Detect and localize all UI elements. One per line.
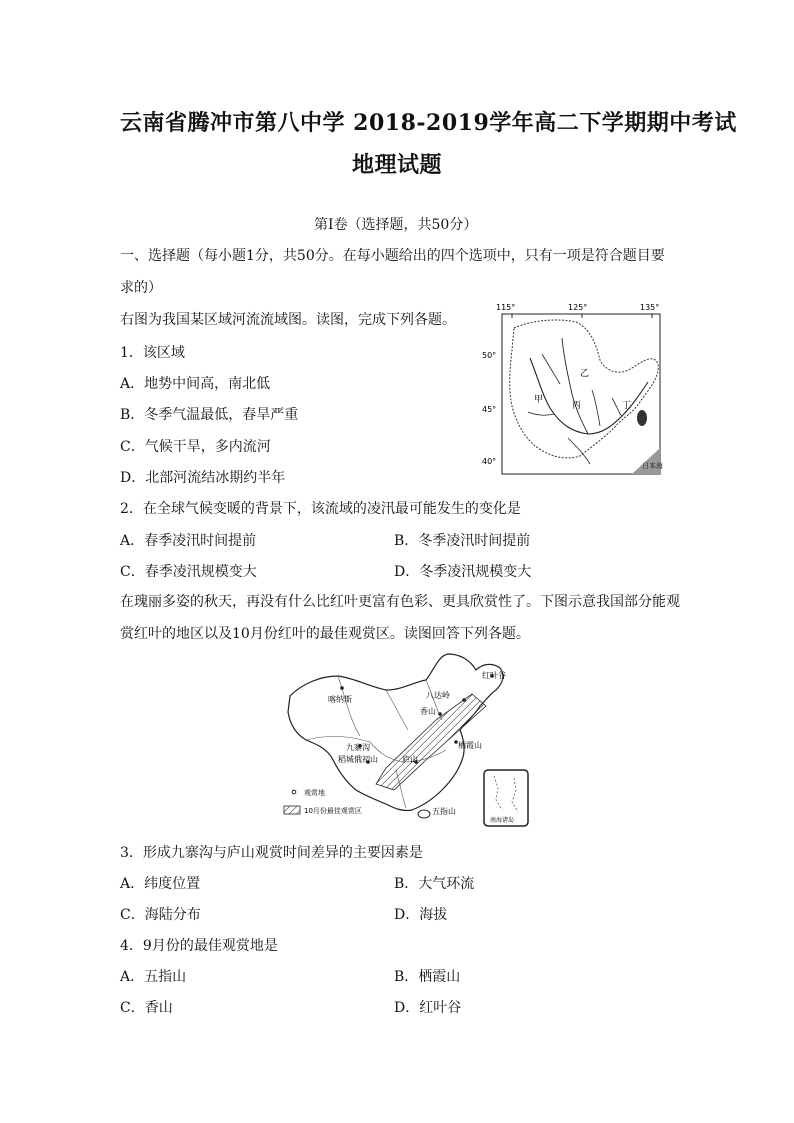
instruction-line2: 求的）	[120, 280, 162, 296]
inset-label: 南海诸岛	[490, 817, 515, 824]
legend-point-icon	[292, 790, 296, 794]
q3-option-b[interactable]: B．大气环流	[394, 876, 475, 892]
place-label-kanas: 喀纳斯	[328, 695, 352, 704]
place-label-hongyegu: 红叶谷	[482, 671, 506, 680]
point-label-ding: 丁	[622, 401, 632, 411]
q2-stem: 2．在全球气候变暖的背景下，该流域的凌汛最可能发生的变化是	[120, 501, 521, 517]
q4-stem: 4．9月份的最佳观赏地是	[120, 938, 278, 954]
sea-area	[632, 448, 660, 474]
china-red-leaves-map	[276, 650, 532, 828]
q2-option-b[interactable]: B．冬季凌汛时间提前	[394, 533, 531, 549]
q3-option-d[interactable]: D．海拔	[394, 907, 448, 923]
q1-stem: 1．该区域	[120, 345, 185, 361]
q1-option-c[interactable]: C．气候干旱，多内流河	[120, 439, 271, 455]
q1-option-b[interactable]: B．冬季气温最低，春旱严重	[120, 407, 299, 423]
place-label-badaling: 八达岭	[426, 691, 450, 700]
lon-label-135: 135°	[640, 303, 660, 312]
lake	[637, 410, 647, 426]
river-basin-map	[472, 298, 670, 488]
group1-intro: 右图为我国某区域河流流域图。读图，完成下列各题。	[120, 312, 456, 328]
tributary-river	[612, 398, 622, 416]
q2-option-d[interactable]: D．冬季凌汛规模变大	[394, 564, 532, 580]
lon-label-125: 125°	[568, 303, 588, 312]
point-label-jia: 甲	[534, 395, 544, 405]
q1-option-a[interactable]: A．地势中间高，南北低	[120, 376, 271, 392]
place-label-qixiashan: 栖霞山	[458, 741, 482, 750]
lat-label-40: 40°	[482, 457, 497, 466]
tributary-river	[592, 390, 600, 426]
q3-option-a[interactable]: A．纬度位置	[120, 876, 201, 892]
q3-stem: 3．形成九寨沟与庐山观赏时间差异的主要因素是	[120, 845, 423, 861]
sea-label: 日本海	[642, 462, 663, 470]
tributary-river	[562, 338, 588, 434]
document-title-line1: 云南省腾冲市第八中学 2018-2019学年高二下学期期中考试	[120, 110, 737, 136]
map-frame	[502, 314, 660, 474]
place-label-jiuzhaigou: 九寨沟	[346, 743, 370, 752]
province-border	[386, 690, 408, 730]
legend-area-label: 10月份最佳观赏区	[304, 807, 362, 815]
legend-area-icon	[284, 806, 300, 814]
q2-option-a[interactable]: A．春季凌汛时间提前	[120, 533, 257, 549]
q4-option-b[interactable]: B．栖霞山	[394, 969, 461, 985]
tributary-river	[528, 412, 554, 415]
place-label-daocheng: 稻城俄初山	[338, 755, 378, 764]
point-label-yi: 乙	[580, 369, 590, 379]
group2-intro-line2: 赏红叶的地区以及10月份红叶的最佳观赏区。读图回答下列各题。	[120, 626, 530, 642]
south-sea-inset-boundary	[494, 776, 518, 812]
q4-option-d[interactable]: D．红叶谷	[394, 1000, 462, 1016]
lat-label-45: 45°	[482, 405, 497, 414]
tributary-river	[568, 438, 590, 464]
site-marker	[340, 686, 344, 690]
place-label-lushan: 庐山	[402, 755, 418, 764]
place-label-xiangshan: 香山	[420, 707, 436, 716]
q4-option-c[interactable]: C．香山	[120, 1000, 173, 1016]
q4-option-a[interactable]: A．五指山	[120, 969, 187, 985]
document-title-line2: 地理试题	[352, 152, 443, 178]
hainan-island	[418, 810, 430, 818]
site-marker	[462, 698, 466, 702]
site-marker	[438, 712, 442, 716]
legend-point-label: 观赏地	[304, 789, 325, 797]
q3-option-c[interactable]: C．海陆分布	[120, 907, 201, 923]
q1-option-d[interactable]: D．北部河流结冰期约半年	[120, 470, 286, 486]
point-label-bing: 丙	[572, 401, 582, 411]
tributary-river	[542, 354, 560, 384]
lon-label-115: 115°	[496, 303, 516, 312]
q2-option-c[interactable]: C．春季凌汛规模变大	[120, 564, 257, 580]
lat-label-50: 50°	[482, 351, 497, 360]
instruction-line1: 一、选择题（每小题1分，共50分。在每小题给出的四个选项中，只有一项是符合题目要	[120, 248, 665, 264]
province-border	[338, 676, 360, 736]
place-label-wuzhishan: 五指山	[432, 807, 456, 816]
group2-intro-line1: 在瑰丽多姿的秋天，再没有什么比红叶更富有色彩、更具欣赏性了。下图示意我国部分能观	[120, 594, 680, 610]
section-heading: 第Ⅰ卷（选择题，共50分）	[314, 217, 478, 233]
basin-boundary	[510, 320, 659, 458]
province-border	[306, 736, 370, 742]
